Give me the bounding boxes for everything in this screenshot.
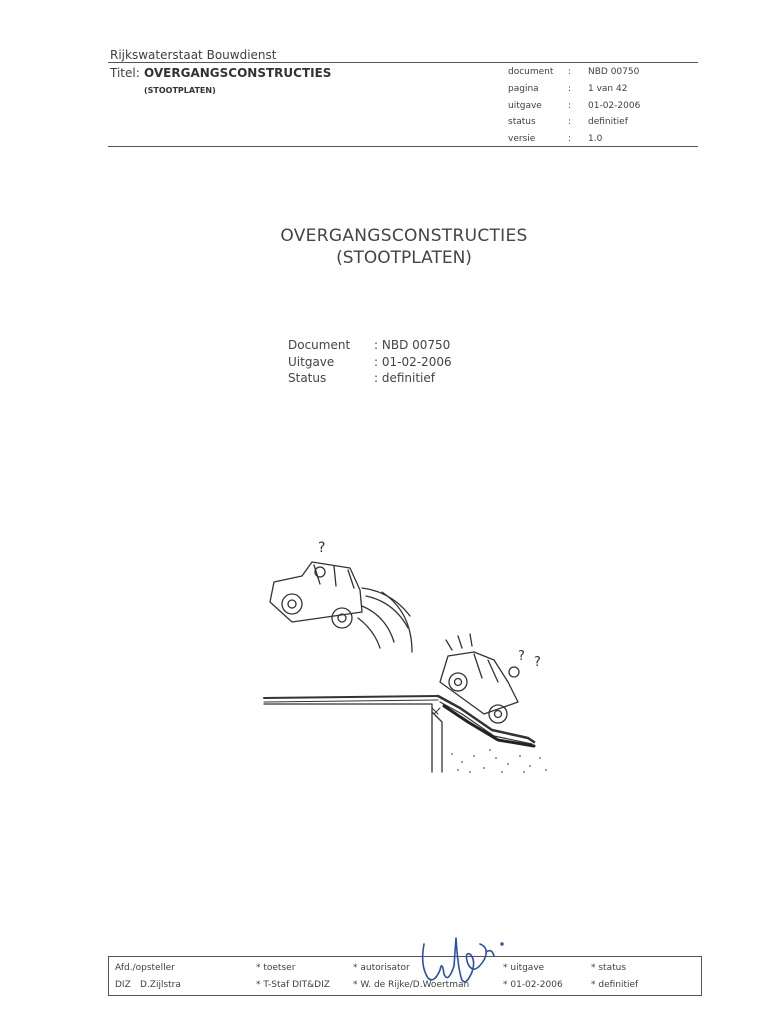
title-label: Titel: xyxy=(110,66,140,80)
footer-uitgave-label: * uitgave xyxy=(503,963,545,973)
approval-footer xyxy=(108,956,702,996)
road-deck xyxy=(264,696,438,698)
footer-status-value: * definitief xyxy=(591,980,639,990)
meta-sep: : xyxy=(568,134,572,145)
handwritten-signature xyxy=(410,930,510,990)
meta-key: versie xyxy=(508,134,536,145)
meta-row-uitgave xyxy=(508,101,640,118)
footer-autorisator-value: * W. de Rijke/D.Woertman xyxy=(353,980,470,990)
meta-value: NBD 00750 xyxy=(588,67,640,77)
meta-sep: : xyxy=(568,67,572,77)
footer-autorisator-label: * autorisator xyxy=(353,963,410,973)
footer-toetser-value: * T-Staf DIT&DIZ xyxy=(256,980,330,990)
info-row-uitgave xyxy=(288,355,452,372)
info-row-status xyxy=(288,371,452,388)
organization-name: Rijkswaterstaat Bouwdienst xyxy=(110,48,277,62)
soil-texture xyxy=(451,749,547,773)
meta-sep: : xyxy=(568,100,572,111)
footer-afd-label: Afd./opsteller xyxy=(115,963,175,973)
meta-key: status xyxy=(508,117,536,128)
meta-value: definitief xyxy=(588,117,628,128)
question-mark-3: ? xyxy=(534,655,541,670)
question-mark-1: ? xyxy=(318,540,326,556)
transition-slab xyxy=(438,696,534,742)
info-key: Document xyxy=(288,338,351,352)
meta-value: 01-02-2006 xyxy=(588,100,641,111)
document-title: OVERGANGSCONSTRUCTIES xyxy=(280,226,528,246)
header-subtitle: (STOOTPLATEN) xyxy=(144,86,216,95)
document-subtitle: (STOOTPLATEN) xyxy=(336,248,472,268)
meta-value: 1 van 42 xyxy=(588,83,628,94)
header-bottom-rule xyxy=(108,146,698,147)
meta-value: 1.0 xyxy=(588,134,603,145)
meta-sep: : xyxy=(568,83,572,94)
footer-uitgave-value: * 01-02-2006 xyxy=(503,980,563,990)
flying-car xyxy=(270,562,412,652)
meta-row-versie xyxy=(508,134,640,151)
header-metadata xyxy=(508,67,640,151)
abutment xyxy=(264,704,442,772)
info-value: : NBD 00750 xyxy=(374,338,451,352)
question-mark-2: ? xyxy=(518,649,525,664)
cartoon-illustration xyxy=(262,532,552,777)
info-row-document xyxy=(288,338,452,355)
meta-key: uitgave xyxy=(508,100,542,111)
meta-row-pagina xyxy=(508,84,640,101)
footer-afd-name: D.Zijlstra xyxy=(140,980,181,990)
meta-sep: : xyxy=(568,117,572,128)
footer-toetser-label: * toetser xyxy=(256,963,296,973)
footer-status-label: * status xyxy=(591,963,627,973)
header-top-rule xyxy=(108,62,698,63)
document-info xyxy=(288,338,452,388)
info-value: : 01-02-2006 xyxy=(374,354,452,369)
info-value: : definitief xyxy=(374,371,436,385)
header-title: OVERGANGSCONSTRUCTIES xyxy=(144,66,332,80)
meta-key: document xyxy=(508,67,554,77)
info-key: Uitgave xyxy=(288,354,335,369)
meta-key: pagina xyxy=(508,83,539,94)
meta-row-document xyxy=(508,67,640,84)
footer-afd-code: DIZ xyxy=(115,980,131,990)
meta-row-status xyxy=(508,117,640,134)
info-key: Status xyxy=(288,371,327,385)
